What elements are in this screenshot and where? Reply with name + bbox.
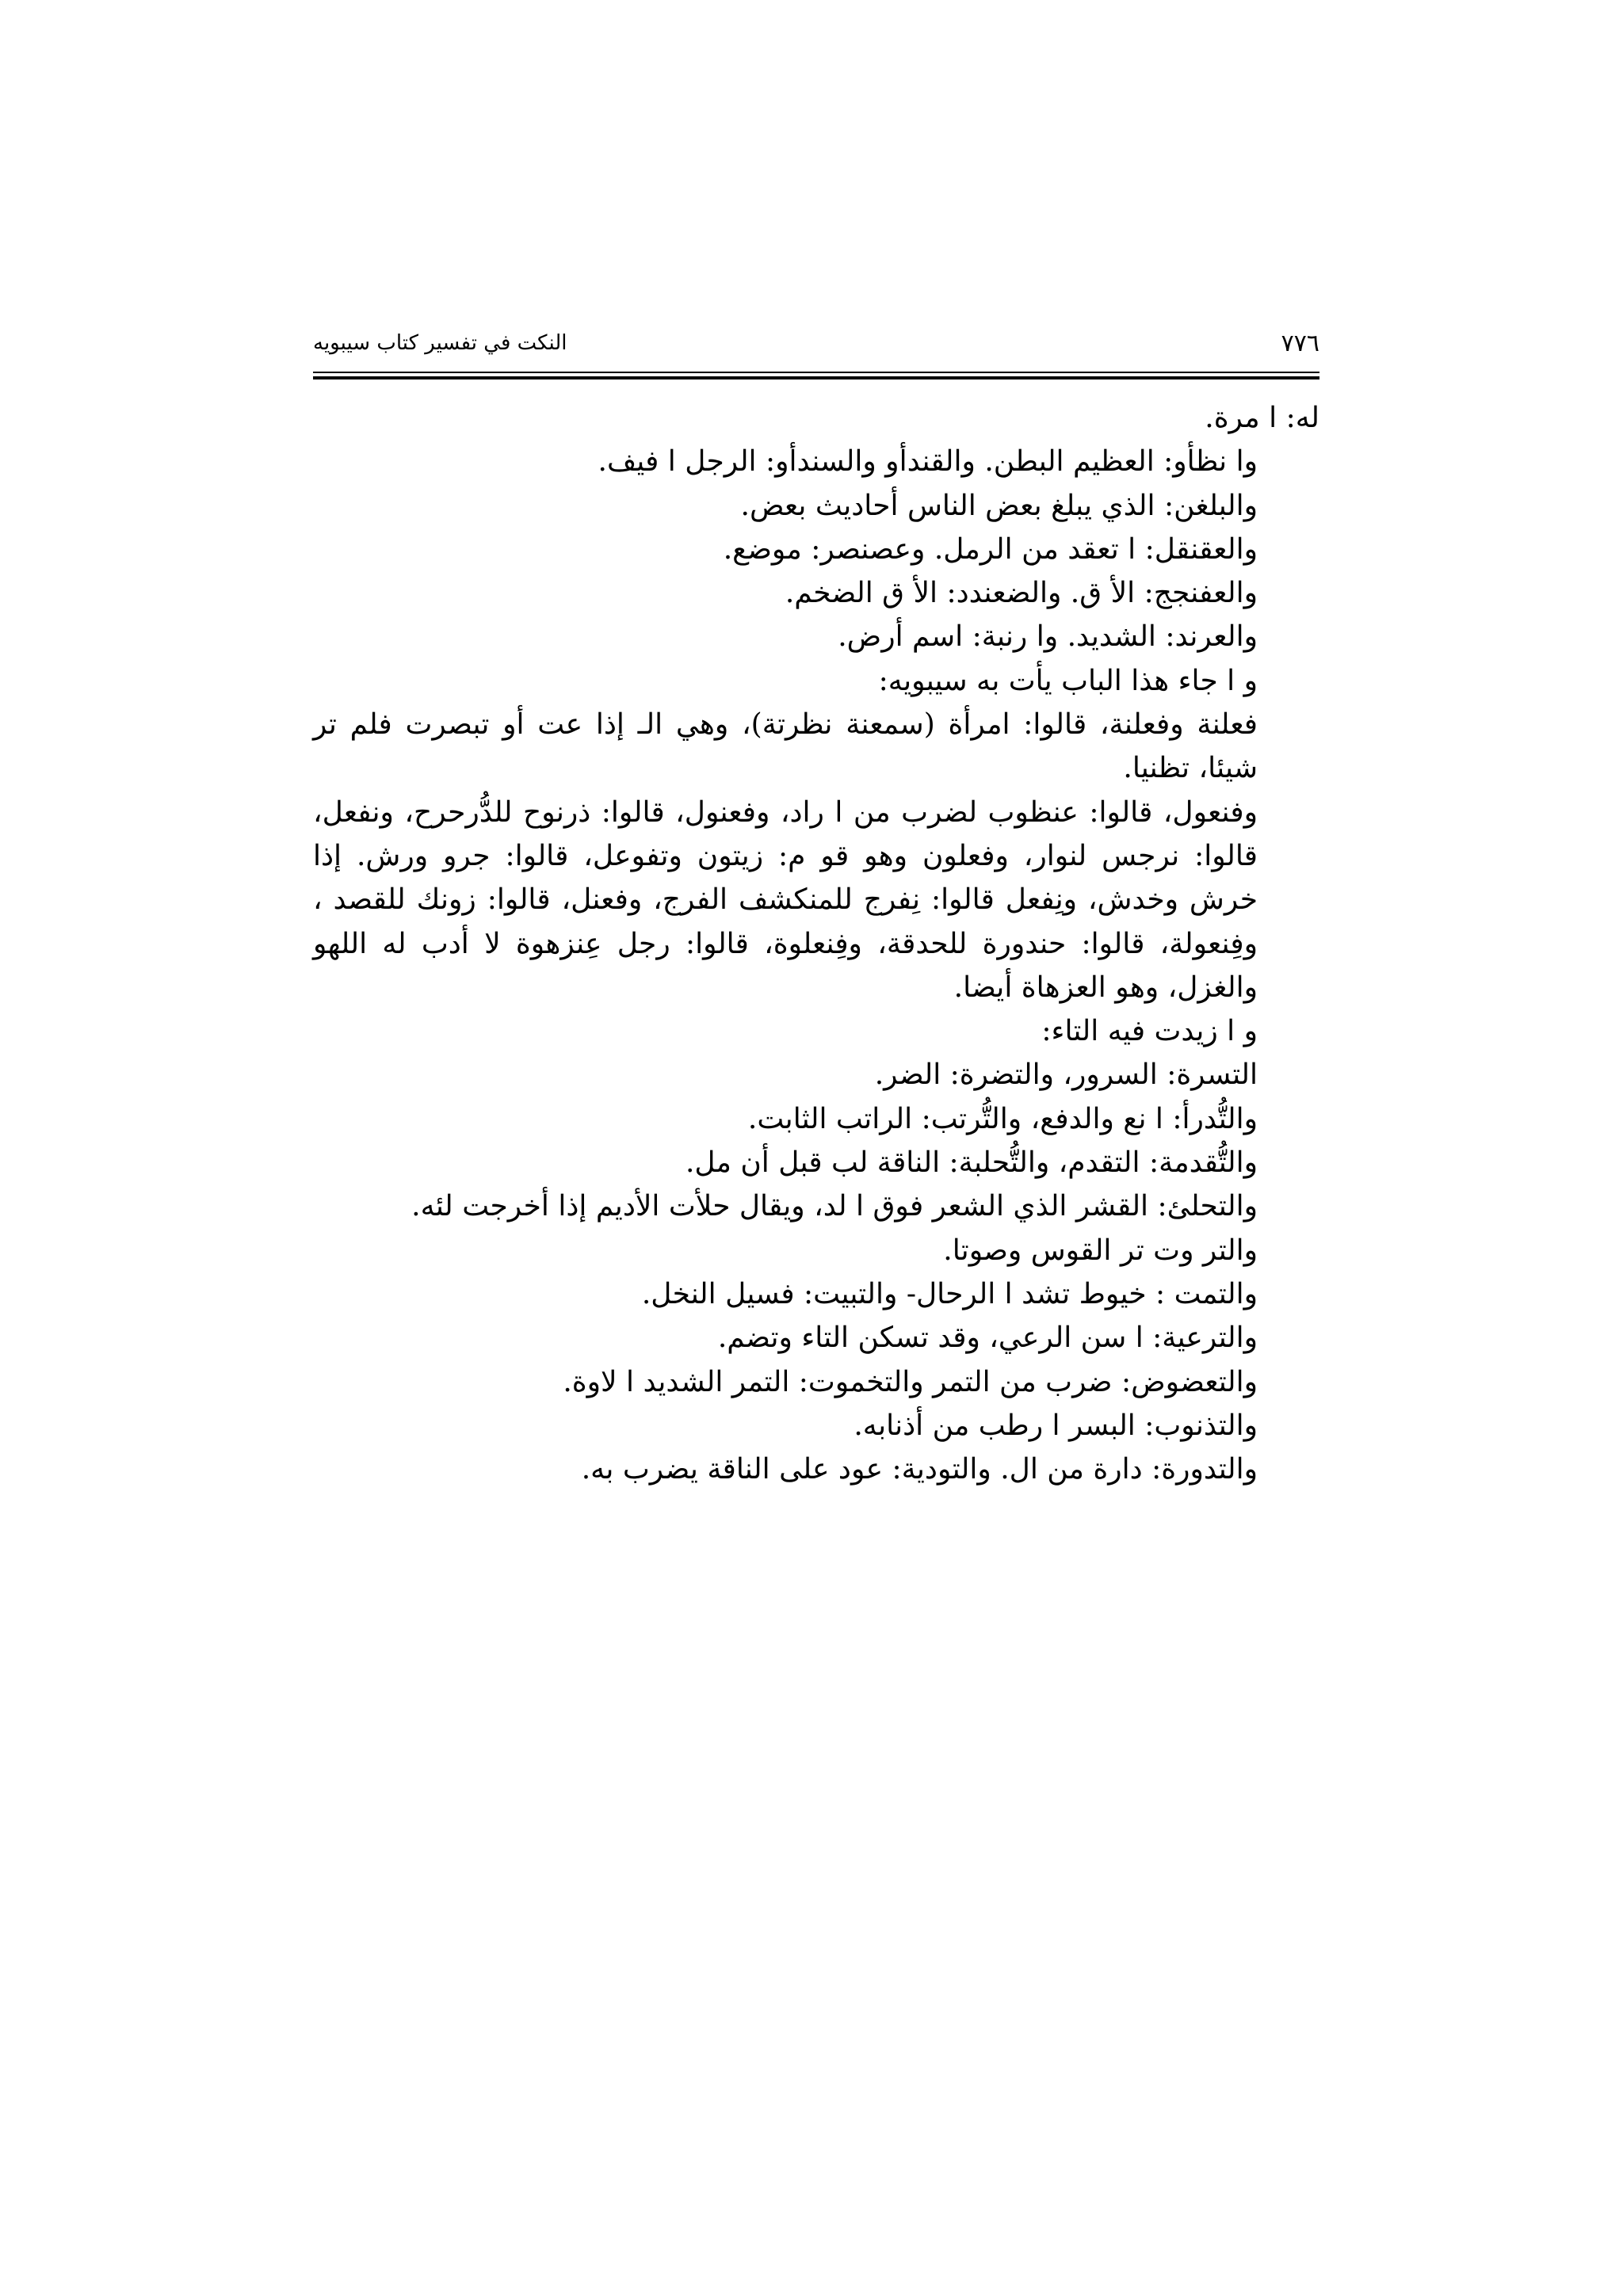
header-rule-thick — [313, 376, 1319, 379]
paragraph: والعفنجج: الأ ق. والضعندد: الأ ق الضخم. — [785, 577, 1258, 610]
book-title: النكت في تفسير كتاب سيبويه — [313, 331, 567, 355]
paragraph: وفنعول، قالوا: عنظوب لضرب من ا راد، وفعنول، قالوا: ذرنوح للدُّرحرح، ونفعل، قالوا: نرجس لنوار، وفعلون وهو قو م: زيتون وتفوعل، قالوا: جرو ورش. إذا خرش وخدش، ونِفعل قالوا: نِفرج للمنكشف الفرج، وفعنل، قالوا: زونك للقصد ، وفِنعولة، قالوا: حندورة للحدقة، وفِنعلوة، قالوا: رجل عِنزهوة لا أدب له اللهو والغزل، وهو العزهاة أيضا. — [313, 795, 1258, 1004]
paragraph: وا نظأو: العظيم البطن. والقندأو والسندأو: الرجل ا فيف. — [598, 445, 1258, 479]
paragraph: والتمت : خيوط تشد ا الرحال- والتبيت: فسيل النخل. — [641, 1277, 1258, 1310]
header-rule-thin — [313, 372, 1319, 373]
paragraph: و ا جاء هذا الباب يأت به سيبويه: — [878, 664, 1258, 697]
paragraph: والبلغن: الذي يبلغ بعض الناس أحاديث بعض. — [740, 489, 1258, 522]
running-header — [313, 323, 1319, 371]
paragraph: والتدورة: دارة من ال. والتودية: عود على الناقة يضرب به. — [581, 1453, 1258, 1486]
paragraph: والترعية: ا سن الرعي، وقد تسكن التاء وتضم. — [717, 1322, 1258, 1355]
paragraph: والتُّدرأ: ا نع والدفع، والتُّرتب: الراتب الثابت. — [747, 1102, 1258, 1135]
body-text — [313, 396, 1319, 1491]
paragraph: والتذنوب: البسر ا رطب من أذنابه. — [854, 1409, 1258, 1442]
paragraph: فعلنة وفعلنة، قالوا: امرأة (سمعنة نظرتة)، وهي الـ إذا عت أو تبصرت فلم تر شيئا، تظنيا. — [313, 708, 1258, 785]
paragraph: والعرند: الشديد. وا رنبة: اسم أرض. — [838, 620, 1258, 654]
paragraph: و ا زيدت فيه التاء: — [1041, 1015, 1258, 1048]
paragraph: له: ا مرة. — [1205, 402, 1319, 434]
paragraph: التسرة: السرور، والتضرة: الضر. — [874, 1058, 1258, 1092]
page-number: ٧٧٦ — [1281, 330, 1319, 357]
paragraph: والتحلئ: القشر الذي الشعر فوق ا لد، ويقال حلأت الأديم إذا أخرجت لئه. — [411, 1190, 1258, 1223]
paragraph: والتُّقدمة: التقدم، والتُّحلبة: الناقة لب قبل أن مل. — [685, 1146, 1258, 1180]
paragraph: والتر وت تر القوس وصوتا. — [943, 1234, 1258, 1267]
paragraph: والعقنقل: ا تعقد من الرمل. وعصنصر: موضع. — [723, 532, 1258, 566]
paragraph: والتعضوض: ضرب من التمر والتخموت: التمر الشديد ا لاوة. — [563, 1365, 1258, 1398]
